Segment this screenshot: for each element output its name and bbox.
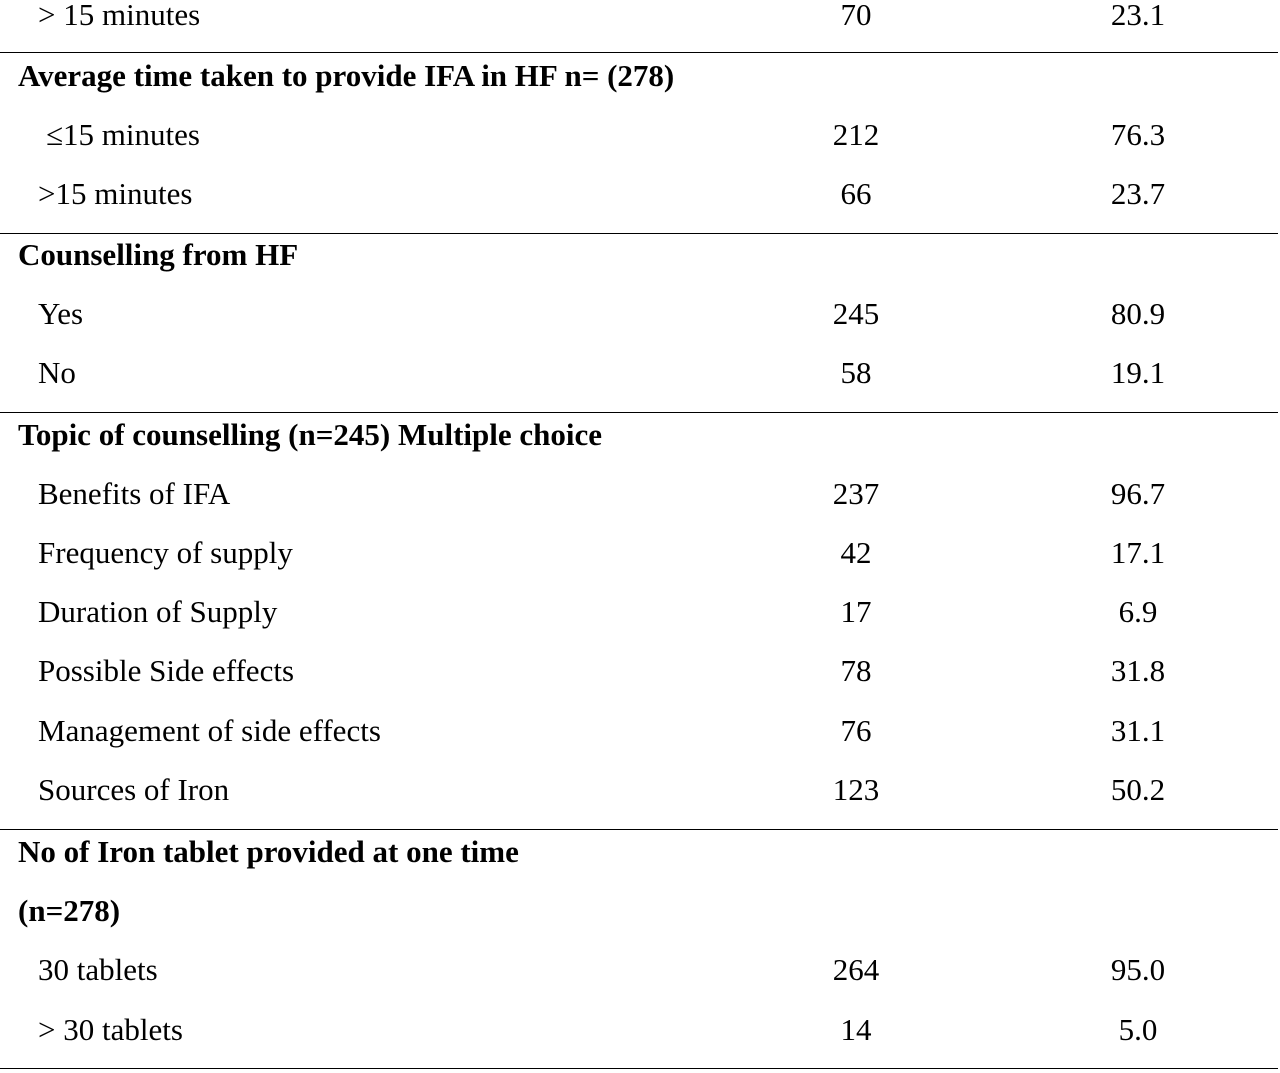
row-label: No <box>38 355 76 390</box>
row-percent: 76.3 <box>1110 117 1166 152</box>
section-divider <box>0 52 1278 53</box>
row-count: 212 <box>832 117 880 152</box>
row-percent: 19.1 <box>1110 355 1166 390</box>
row-count: 76 <box>840 713 872 748</box>
row-label: ≤15 minutes <box>46 117 200 152</box>
row-percent: 5.0 <box>1118 1012 1158 1047</box>
section-header: Topic of counselling (n=245) Multiple choice <box>18 417 603 452</box>
row-label: Yes <box>38 296 84 331</box>
row-count: 264 <box>832 952 880 987</box>
row-percent: 50.2 <box>1110 772 1166 807</box>
row-count: 42 <box>840 535 872 570</box>
row-percent: 17.1 <box>1110 535 1166 570</box>
row-count: 14 <box>840 1012 872 1047</box>
row-percent: 6.9 <box>1118 594 1158 629</box>
section-divider <box>0 412 1278 413</box>
section-header: Average time taken to provide IFA in HF n= (278) <box>18 58 675 93</box>
table-row <box>0 174 1280 214</box>
row-count: 78 <box>840 653 872 688</box>
table-row <box>0 1010 1280 1050</box>
row-count: 70 <box>840 0 872 32</box>
row-count: 123 <box>832 772 880 807</box>
row-label: 30 tablets <box>38 952 158 987</box>
section-header-continued: (n=278) <box>18 893 121 928</box>
table-row <box>0 770 1280 810</box>
table-row <box>0 950 1280 990</box>
row-count: 245 <box>832 296 880 331</box>
row-percent: 23.1 <box>1110 0 1166 32</box>
row-count: 17 <box>840 594 872 629</box>
row-percent: 80.9 <box>1110 296 1166 331</box>
row-label: Sources of Iron <box>38 772 230 807</box>
table-row <box>0 0 1280 35</box>
row-count: 58 <box>840 355 872 390</box>
row-label: Possible Side effects <box>38 653 295 688</box>
row-count: 237 <box>832 476 880 511</box>
table-row <box>0 533 1280 573</box>
table-row <box>0 711 1280 751</box>
section-divider <box>0 233 1278 234</box>
table-bottom-rule <box>0 1068 1278 1069</box>
table-row <box>0 651 1280 691</box>
row-percent: 23.7 <box>1110 176 1166 211</box>
section-header: Counselling from HF <box>18 237 299 272</box>
row-percent: 96.7 <box>1110 476 1166 511</box>
row-label: > 15 minutes <box>38 0 201 32</box>
row-percent: 95.0 <box>1110 952 1166 987</box>
table-row <box>0 592 1280 632</box>
table-row <box>0 353 1280 393</box>
row-label: > 30 tablets <box>38 1012 183 1047</box>
row-label: Benefits of IFA <box>38 476 231 511</box>
table-row <box>0 294 1280 334</box>
row-percent: 31.8 <box>1110 653 1166 688</box>
row-label: >15 minutes <box>38 176 193 211</box>
row-percent: 31.1 <box>1110 713 1166 748</box>
row-count: 66 <box>840 176 872 211</box>
row-label: Duration of Supply <box>38 594 278 629</box>
row-label: Frequency of supply <box>38 535 293 570</box>
table-row <box>0 474 1280 514</box>
section-header: No of Iron tablet provided at one time <box>18 834 519 869</box>
row-label: Management of side effects <box>38 713 381 748</box>
table-row <box>0 115 1280 155</box>
section-divider <box>0 829 1278 830</box>
